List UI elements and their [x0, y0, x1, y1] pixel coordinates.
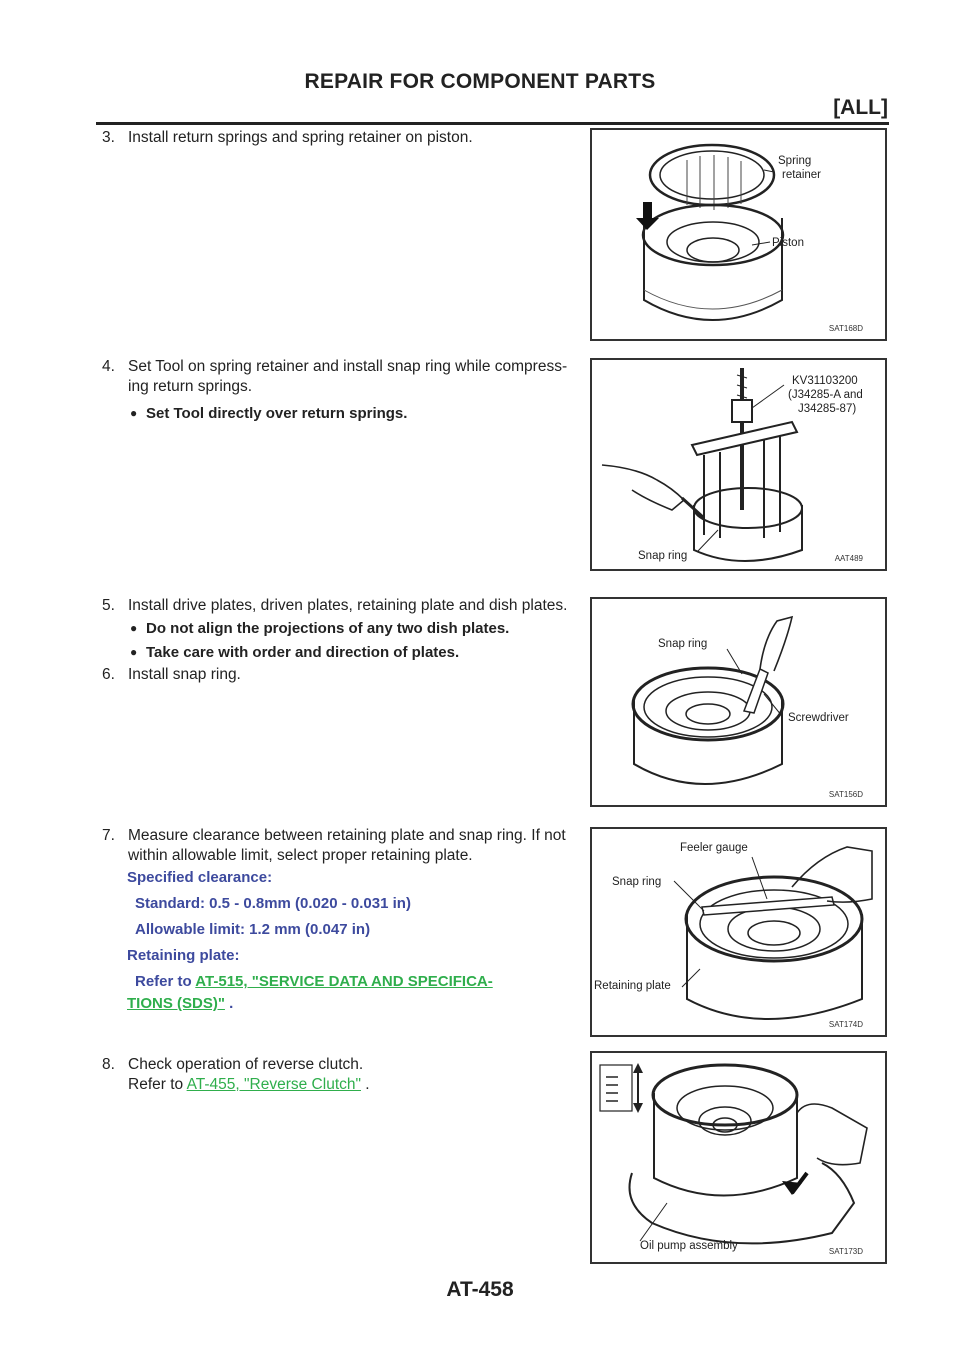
- step-number: 7.: [102, 827, 115, 844]
- step-text-continued: within allowable limit, select proper retaining plate.: [128, 847, 473, 864]
- figure-code: SAT173D: [828, 1247, 863, 1256]
- figure-spring-retainer: [590, 128, 887, 341]
- figure-label: Spring: [778, 155, 812, 167]
- step-text: Measure clearance between retaining plate and snap ring. If not: [128, 827, 566, 844]
- spec-allowable: Allowable limit: 1.2 mm (0.047 in): [135, 921, 371, 938]
- figure-label: Screwdriver: [788, 712, 849, 724]
- step-text: Install return springs and spring retainer on piston.: [128, 129, 473, 146]
- step-number: 3.: [102, 129, 115, 146]
- step-8: 8. Check operation of reverse clutch. Refer to AT-455, "Reverse Clutch" .: [102, 1056, 370, 1093]
- step-number: 4.: [102, 358, 115, 375]
- step-5: [102, 596, 582, 616]
- figure-label: Piston: [772, 237, 804, 249]
- figure-code: SAT168D: [828, 324, 863, 333]
- reverse-clutch-link[interactable]: AT-455, "Reverse Clutch": [186, 1076, 361, 1093]
- step-text: Install snap ring.: [128, 666, 241, 683]
- step-number: 6.: [102, 666, 115, 683]
- step-7: [102, 826, 582, 866]
- figure-feeler-gauge: [590, 827, 887, 1037]
- figure-code: SAT156D: [828, 790, 863, 799]
- figure-snap-ring-tool: [590, 358, 887, 571]
- figure-drawing: [592, 599, 885, 805]
- figure-label: Snap ring: [658, 638, 708, 650]
- figure-label: (J34285-A and: [788, 389, 863, 401]
- sds-link[interactable]: AT-515, "SERVICE DATA AND SPECIFICA-: [195, 973, 493, 990]
- step-text: Install drive plates, driven plates, retaining plate and dish plates.: [128, 597, 568, 614]
- step-text: Check operation of reverse clutch.: [128, 1056, 364, 1073]
- spec-standard: Standard: 0.5 - 0.8mm (0.020 - 0.031 in): [135, 895, 411, 912]
- figure-label: Snap ring: [638, 550, 688, 562]
- figure-code: AAT489: [834, 554, 863, 563]
- bullet-item: ● Take care with order and direction of plates.: [130, 644, 460, 661]
- header-rule: [96, 122, 889, 125]
- spec-refer-continued: TIONS (SDS)" .: [127, 995, 234, 1012]
- figure-label: Snap ring: [612, 876, 662, 888]
- figure-label: retainer: [782, 169, 821, 181]
- bullet-item: ● Set Tool directly over return springs.: [130, 405, 408, 422]
- figure-label: KV31103200: [792, 375, 858, 387]
- section-tag: [ALL]: [833, 96, 888, 119]
- sds-link-continued[interactable]: TIONS (SDS)": [127, 995, 225, 1012]
- bullet-item: ● Do not align the projections of any two dish plates.: [130, 620, 510, 637]
- spec-refer: Refer to AT-515, "SERVICE DATA AND SPECIFICA-: [135, 973, 493, 990]
- figure-drawing: [592, 829, 885, 1035]
- page-number: AT-458: [446, 1278, 514, 1301]
- figure-drawing: [592, 130, 885, 339]
- figure-code: SAT174D: [828, 1020, 863, 1029]
- spec-clearance-label: Specified clearance:: [127, 869, 273, 886]
- figure-oil-pump-assembly: [590, 1051, 887, 1264]
- figure-drawing: [592, 1053, 885, 1262]
- page-title: REPAIR FOR COMPONENT PARTS: [304, 70, 656, 93]
- bullet-icon: ●: [130, 645, 138, 659]
- figure-label: Retaining plate: [594, 980, 671, 992]
- step-number: 8.: [102, 1056, 115, 1073]
- figure-screwdriver: [590, 597, 887, 807]
- step-text: Set Tool on spring retainer and install snap ring while compress-: [128, 358, 568, 375]
- step-4: [102, 357, 582, 397]
- figure-label: Feeler gauge: [680, 842, 748, 854]
- step-number: 5.: [102, 597, 115, 614]
- step-3: [102, 128, 582, 148]
- step-text-continued: ing return springs.: [128, 378, 253, 395]
- bullet-icon: ●: [130, 621, 138, 635]
- bullet-icon: ●: [130, 406, 138, 420]
- figure-label: Oil pump assembly: [640, 1240, 738, 1252]
- spec-plate-label: Retaining plate:: [127, 947, 240, 964]
- step-6: [102, 665, 582, 685]
- figure-label: J34285-87): [798, 403, 857, 415]
